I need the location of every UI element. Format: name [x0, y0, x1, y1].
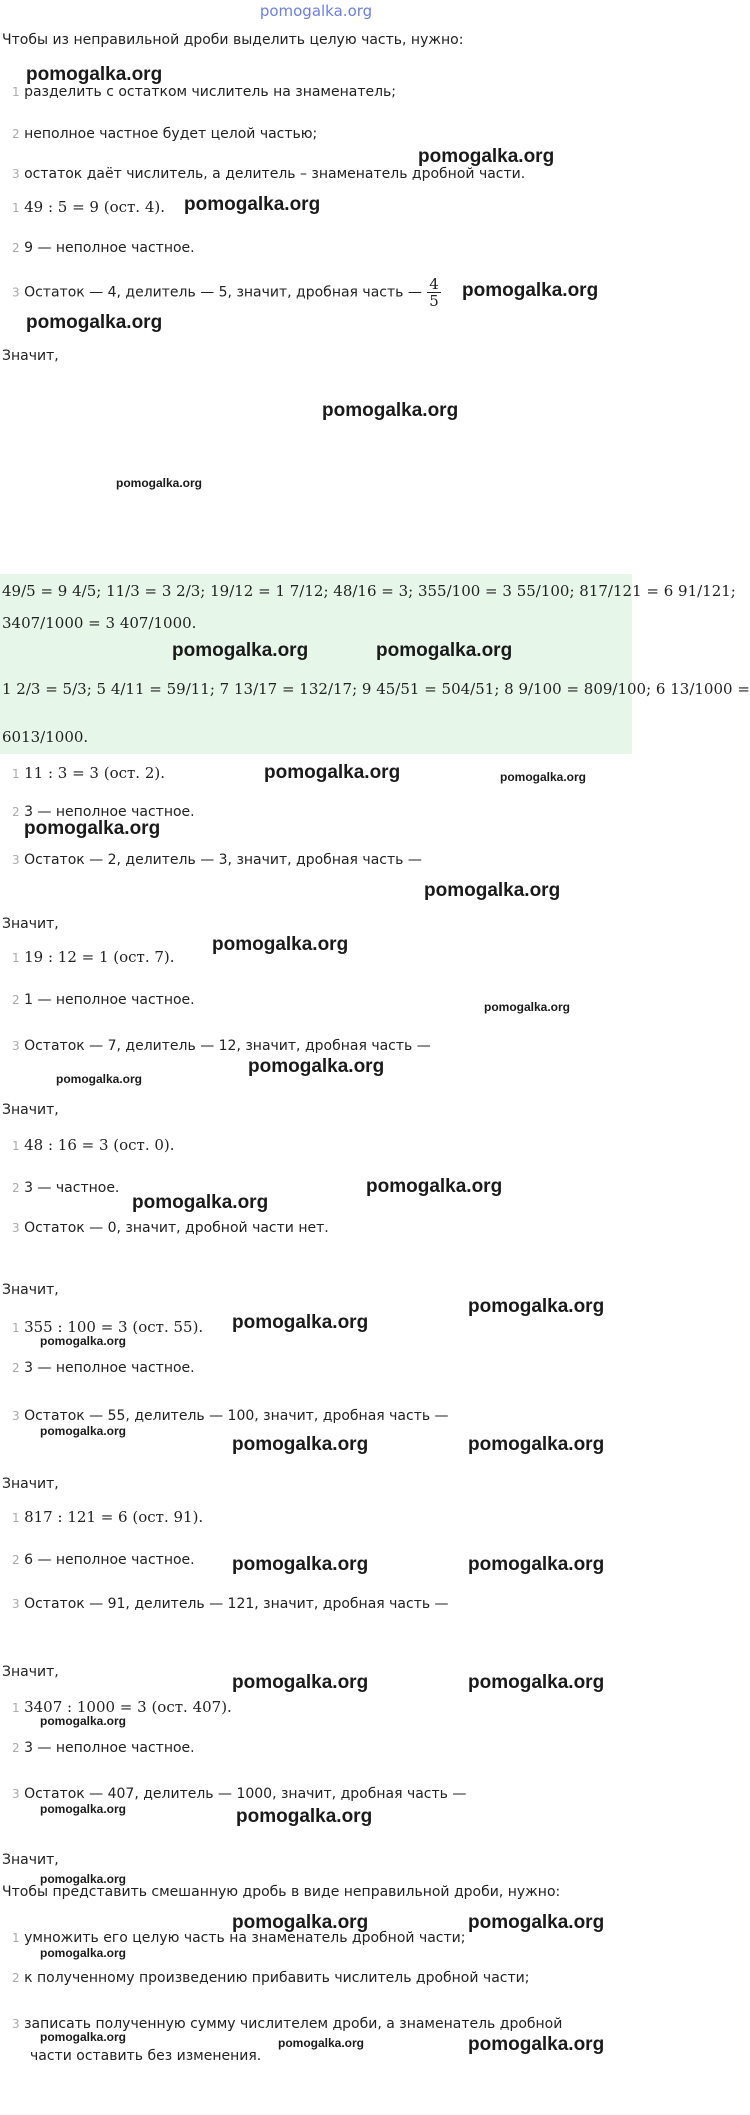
rule-text: части оставить без изменения.	[30, 2048, 262, 2064]
rule-num: 3	[12, 2017, 20, 2031]
step-num: 1	[12, 201, 20, 215]
watermark: pomogalka.org	[376, 640, 513, 661]
rule-num: 2	[12, 127, 20, 141]
watermark: pomogalka.org	[236, 1806, 373, 1827]
step-num: 2	[12, 1553, 20, 1567]
rule2-3-cont	[12, 2048, 261, 2064]
fraction	[427, 276, 441, 309]
step-num: 1	[12, 767, 20, 781]
watermark: pomogalka.org	[116, 476, 203, 490]
watermark: pomogalka.org	[232, 1312, 369, 1333]
step-num: 1	[12, 1321, 20, 1335]
watermark: pomogalka.org	[26, 312, 163, 333]
watermark: pomogalka.org	[278, 2036, 365, 2050]
step-text: 49 : 5 = 9 (ост. 4).	[24, 198, 166, 216]
watermark: pomogalka.org	[468, 2034, 605, 2055]
rule-text: к полученному произведению прибавить числитель дробной части;	[24, 1970, 530, 1986]
watermark: pomogalka.org	[232, 1434, 369, 1455]
step-num: 2	[12, 1741, 20, 1755]
ex1-step-1	[12, 198, 165, 216]
rule2-1	[12, 1930, 465, 1946]
ex6-result-label: Значит,	[2, 1664, 59, 1680]
step-num: 3	[12, 1039, 20, 1053]
ex7-result-label: Значит,	[2, 1852, 59, 1868]
rule-text: остаток даёт числитель, а делитель – знаменатель дробной части.	[24, 166, 526, 182]
watermark: pomogalka.org	[232, 1912, 369, 1933]
ex4-result-label: Значит,	[2, 1282, 59, 1298]
watermark: pomogalka.org	[468, 1554, 605, 1575]
intro2-text: Чтобы представить смешанную дробь в виде неправильной дроби, нужно:	[2, 1884, 561, 1900]
step-num: 3	[12, 1409, 20, 1423]
step-text: 9 — неполное частное.	[24, 240, 195, 256]
step-num: 1	[12, 951, 20, 965]
watermark: pomogalka.org	[468, 1434, 605, 1455]
ex1-step-3	[12, 276, 442, 309]
rule-text: умножить его целую часть на знаменатель дробной части;	[24, 1930, 466, 1946]
step-text: Остаток — 91, делитель — 121, значит, дробная часть —	[24, 1596, 449, 1612]
ex2-step-3	[12, 852, 422, 868]
rule-text: разделить с остатком числитель на знаменатель;	[24, 84, 397, 100]
step-text: 19 : 12 = 1 (ост. 7).	[24, 948, 175, 966]
watermark: pomogalka.org	[468, 1912, 605, 1933]
watermark: pomogalka.org	[232, 1672, 369, 1693]
rule-num: 1	[12, 85, 20, 99]
watermark: pomogalka.org	[40, 1714, 127, 1728]
step-num: 2	[12, 241, 20, 255]
ex2-result-label: Значит,	[2, 916, 59, 932]
watermark: pomogalka.org	[40, 2030, 127, 2044]
step-text: Остаток — 2, делитель — 3, значит, дробная часть —	[24, 852, 422, 868]
ex3-step-2	[12, 992, 195, 1008]
ex1-result-label: Значит,	[2, 348, 59, 364]
ex5-result-label: Значит,	[2, 1476, 59, 1492]
rule-num: 3	[12, 167, 20, 181]
watermark: pomogalka.org	[468, 1296, 605, 1317]
watermark: pomogalka.org	[468, 1672, 605, 1693]
denominator: 5	[429, 292, 439, 310]
step-text: 3407 : 1000 = 3 (ост. 407).	[24, 1698, 232, 1716]
watermark: pomogalka.org	[366, 1176, 503, 1197]
rule-num: 1	[12, 1931, 20, 1945]
numerator: 4	[429, 275, 439, 293]
watermark: pomogalka.org	[184, 194, 321, 215]
ex4-step-3	[12, 1220, 329, 1236]
rule-text: неполное частное будет целой частью;	[24, 126, 318, 142]
ex3-result-label: Значит,	[2, 1102, 59, 1118]
watermark: pomogalka.org	[418, 146, 555, 167]
watermark: pomogalka.org	[232, 1554, 369, 1575]
header-watermark: pomogalka.org	[259, 2, 373, 20]
watermark: pomogalka.org	[24, 818, 161, 839]
rule-text: записать полученную сумму числителем дроби, а знаменатель дробной	[24, 2016, 563, 2032]
watermark: pomogalka.org	[172, 640, 309, 661]
watermark: pomogalka.org	[500, 770, 587, 784]
watermark: pomogalka.org	[424, 880, 561, 901]
watermark: pomogalka.org	[462, 280, 599, 301]
ex7-step-2	[12, 1740, 195, 1756]
step-num: 2	[12, 993, 20, 1007]
step-num: 2	[12, 1181, 20, 1195]
step-text: 355 : 100 = 3 (ост. 55).	[24, 1318, 204, 1336]
summary-highlight	[0, 574, 632, 754]
step-text: 3 — неполное частное.	[24, 804, 195, 820]
step-text: 11 : 3 = 3 (ост. 2).	[24, 764, 166, 782]
watermark: pomogalka.org	[322, 400, 459, 421]
step-num: 1	[12, 1701, 20, 1715]
watermark: pomogalka.org	[40, 1872, 127, 1886]
rule-3	[12, 166, 525, 182]
watermark: pomogalka.org	[26, 64, 163, 85]
step-num: 3	[12, 1221, 20, 1235]
step-text: Остаток — 0, значит, дробной части нет.	[24, 1220, 329, 1236]
ex6-step-3	[12, 1596, 449, 1612]
step-num: 3	[12, 853, 20, 867]
ex5-step-2	[12, 1360, 195, 1376]
step-num: 3	[12, 1597, 20, 1611]
watermark: pomogalka.org	[264, 762, 401, 783]
step-num: 3	[12, 285, 20, 300]
step-text: Остаток — 4, делитель — 5, значит, дробная часть —	[24, 284, 422, 301]
rule-num: 2	[12, 1971, 20, 1985]
step-num: 3	[12, 1787, 20, 1801]
ex2-step-1	[12, 764, 165, 782]
step-text: 817 : 121 = 6 (ост. 91).	[24, 1508, 204, 1526]
step-num: 1	[12, 1511, 20, 1525]
step-num: 1	[12, 1139, 20, 1153]
watermark: pomogalka.org	[212, 934, 349, 955]
summary-line-3: 1 2/3 = 5/3; 5 4/11 = 59/11; 7 13/17 = 132/17; 9 45/51 = 504/51; 8 9/100 = 809/100; 6 13/1000 =	[2, 680, 750, 698]
summary-line-2: 3407/1000 = 3 407/1000.	[2, 614, 197, 632]
ex7-step-3	[12, 1786, 466, 1802]
step-num: 2	[12, 805, 20, 819]
rule-1	[12, 84, 396, 100]
watermark: pomogalka.org	[248, 1056, 385, 1077]
step-text: Остаток — 55, делитель — 100, значит, дробная часть —	[24, 1408, 449, 1424]
rule-2	[12, 126, 317, 142]
ex6-step-2	[12, 1552, 195, 1568]
ex4-step-1	[12, 1136, 175, 1154]
ex3-step-1	[12, 948, 175, 966]
ex6-step-1	[12, 1508, 203, 1526]
summary-line-1: 49/5 = 9 4/5; 11/3 = 3 2/3; 19/12 = 1 7/12; 48/16 = 3; 355/100 = 3 55/100; 817/121 = 6 91/121;	[2, 582, 736, 600]
intro-text: Чтобы из неправильной дроби выделить целую часть, нужно:	[2, 32, 464, 48]
watermark: pomogalka.org	[40, 1802, 127, 1816]
rule2-2	[12, 1970, 529, 1986]
step-num: 2	[12, 1361, 20, 1375]
step-text: 3 — неполное частное.	[24, 1740, 195, 1756]
watermark: pomogalka.org	[40, 1334, 127, 1348]
step-text: Остаток — 407, делитель — 1000, значит, дробная часть —	[24, 1786, 467, 1802]
step-text: Остаток — 7, делитель — 12, значит, дробная часть —	[24, 1038, 431, 1054]
watermark: pomogalka.org	[56, 1072, 143, 1086]
step-text: 1 — неполное частное.	[24, 992, 195, 1008]
ex5-step-3	[12, 1408, 449, 1424]
watermark: pomogalka.org	[132, 1192, 269, 1213]
step-text: 6 — неполное частное.	[24, 1552, 195, 1568]
step-text: 3 — частное.	[24, 1180, 120, 1196]
watermark: pomogalka.org	[484, 1000, 571, 1014]
ex1-step-2	[12, 240, 195, 256]
watermark: pomogalka.org	[40, 1946, 127, 1960]
watermark: pomogalka.org	[40, 1424, 127, 1438]
ex4-step-2	[12, 1180, 119, 1196]
step-text: 3 — неполное частное.	[24, 1360, 195, 1376]
ex3-step-3	[12, 1038, 431, 1054]
step-text: 48 : 16 = 3 (ост. 0).	[24, 1136, 175, 1154]
summary-line-4: 6013/1000.	[2, 728, 89, 746]
